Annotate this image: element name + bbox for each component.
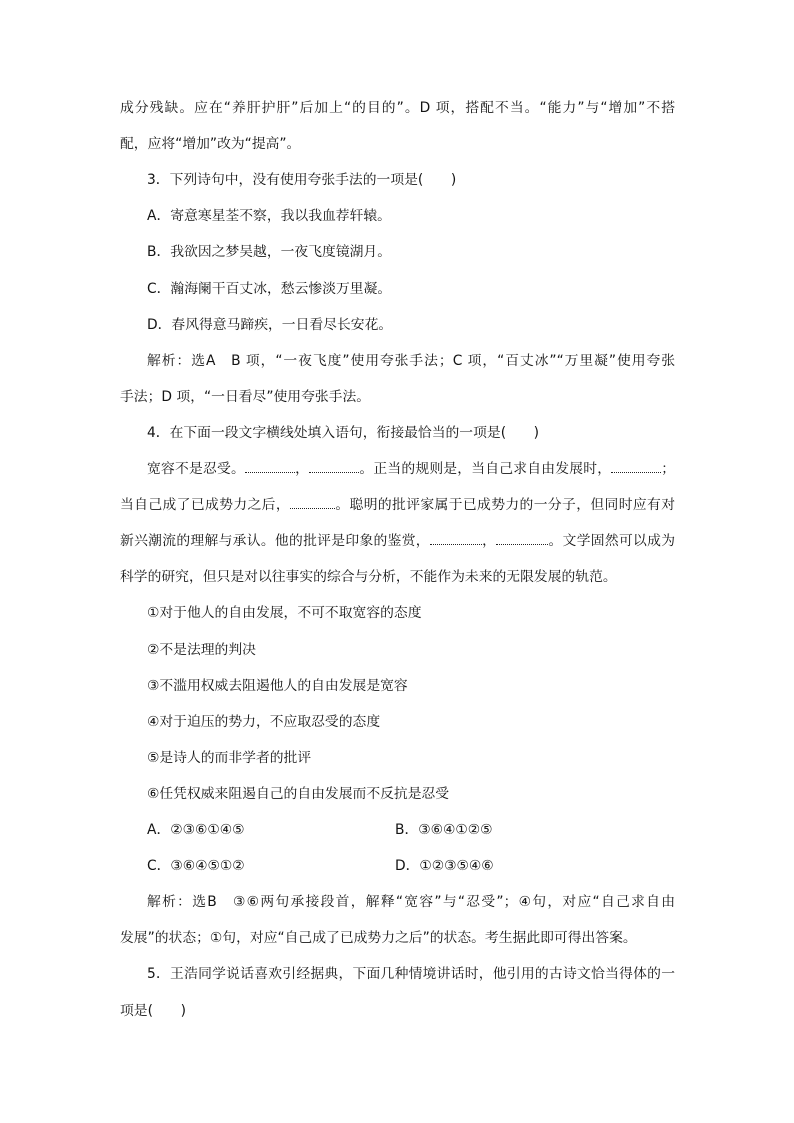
q3-option-b: B．我欲因之梦吴越，一夜飞度镜湖月。 (147, 244, 392, 261)
passage-text: ； (661, 461, 676, 477)
q4-stem: 4．在下面一段文字横线处填入语句，衔接最恰当的一项是( ) (147, 424, 540, 441)
q4-sentence-5: ⑤是诗人的而非学者的批评 (147, 749, 312, 766)
q3-option-d: D．春风得意马蹄疾，一日看尽长安花。 (147, 316, 393, 333)
q3-analysis-line-1: 解析：选A B 项，“一夜飞度”使用夸张手法；C 项，“百丈冰”“万里凝”使用夸张 (147, 352, 675, 369)
prev-analysis-line-2: 配，应将“增加”改为“提高”。 (120, 136, 301, 153)
q4-sentence-4: ④对于迫压的势力，不应取忍受的态度 (147, 713, 381, 730)
fill-blank (611, 457, 661, 473)
passage-text: ， (481, 533, 497, 550)
q4-option-d: D．①②③⑤④⑥ (395, 858, 494, 875)
fill-blank (309, 457, 359, 473)
q4-option-a: A．②③⑥①④⑤ (147, 822, 245, 838)
q4-sentence-6: ⑥任凭权威来阻遏自己的自由发展而不反抗是忍受 (147, 785, 450, 802)
q3-stem: 3．下列诗句中，没有使用夸张手法的一项是( ) (147, 172, 457, 189)
passage-text: 新兴潮流的理解与承认。他的批评是印象的鉴赏， (120, 533, 430, 550)
q4-analysis-line-1: 解析：选B ③⑥两句承接段首，解释“宽容”与“忍受”；④句，对应“自己求自由 (147, 894, 675, 911)
passage-text: 宽容不是忍受。 (147, 461, 245, 477)
q3-option-a: A．寄意寒星荃不察，我以我血荐轩辕。 (147, 208, 391, 225)
q4-passage-line-1 (147, 451, 675, 487)
passage-text: ， (294, 461, 310, 477)
q5-stem-line-2: 项是( ) (120, 1002, 186, 1019)
q3-option-c: C．瀚海阑干百丈冰，愁云惨淡万里凝。 (147, 280, 392, 297)
passage-text: 。聪明的批评家属于已成势力的一分子，但同时应有对 (335, 497, 675, 514)
passage-text: 。正当的规则是，当自己求自由发展时， (359, 461, 612, 477)
q4-sentence-1: ①对于他人的自由发展，不可不取宽容的态度 (147, 605, 422, 622)
q4-passage-line-4: 科学的研究，但只是对以往事实的综合与分析，不能作为未来的无限发展的轨范。 (120, 569, 617, 586)
prev-analysis-line-1: 成分残缺。应在“养肝护肝”后加上“的目的”。D 项，搭配不当。“能力”与“增加”不搭 (120, 100, 675, 116)
q4-sentence-3: ③不滥用权威去阻遏他人的自由发展是宽容 (147, 677, 408, 694)
q4-analysis-line-2: 发展”的状态；①句，对应“自己成了已成势力之后”的状态。考生据此即可得出答案。 (120, 930, 637, 947)
q3-analysis-line-2: 手法；D 项，“一日看尽”使用夸张手法。 (120, 388, 371, 405)
q4-option-c: C．③⑥④⑤①② (147, 858, 245, 875)
fill-blank (496, 529, 548, 545)
passage-text: 当自己成了已成势力之后， (120, 497, 290, 514)
q4-sentence-2: ②不是法理的判决 (147, 641, 256, 658)
passage-text: 。文学固然可以成为 (548, 533, 676, 550)
q4-passage-line-2 (120, 487, 675, 523)
fill-blank (290, 493, 335, 509)
fill-blank (245, 457, 295, 473)
fill-blank (430, 529, 482, 545)
q4-option-b: B．③⑥④①②⑤ (395, 822, 493, 838)
q5-stem-line-1: 5．王浩同学说话喜欢引经据典，下面几种情境讲话时，他引用的古诗文恰当得体的一 (147, 966, 675, 983)
q4-passage-line-3 (120, 523, 675, 559)
